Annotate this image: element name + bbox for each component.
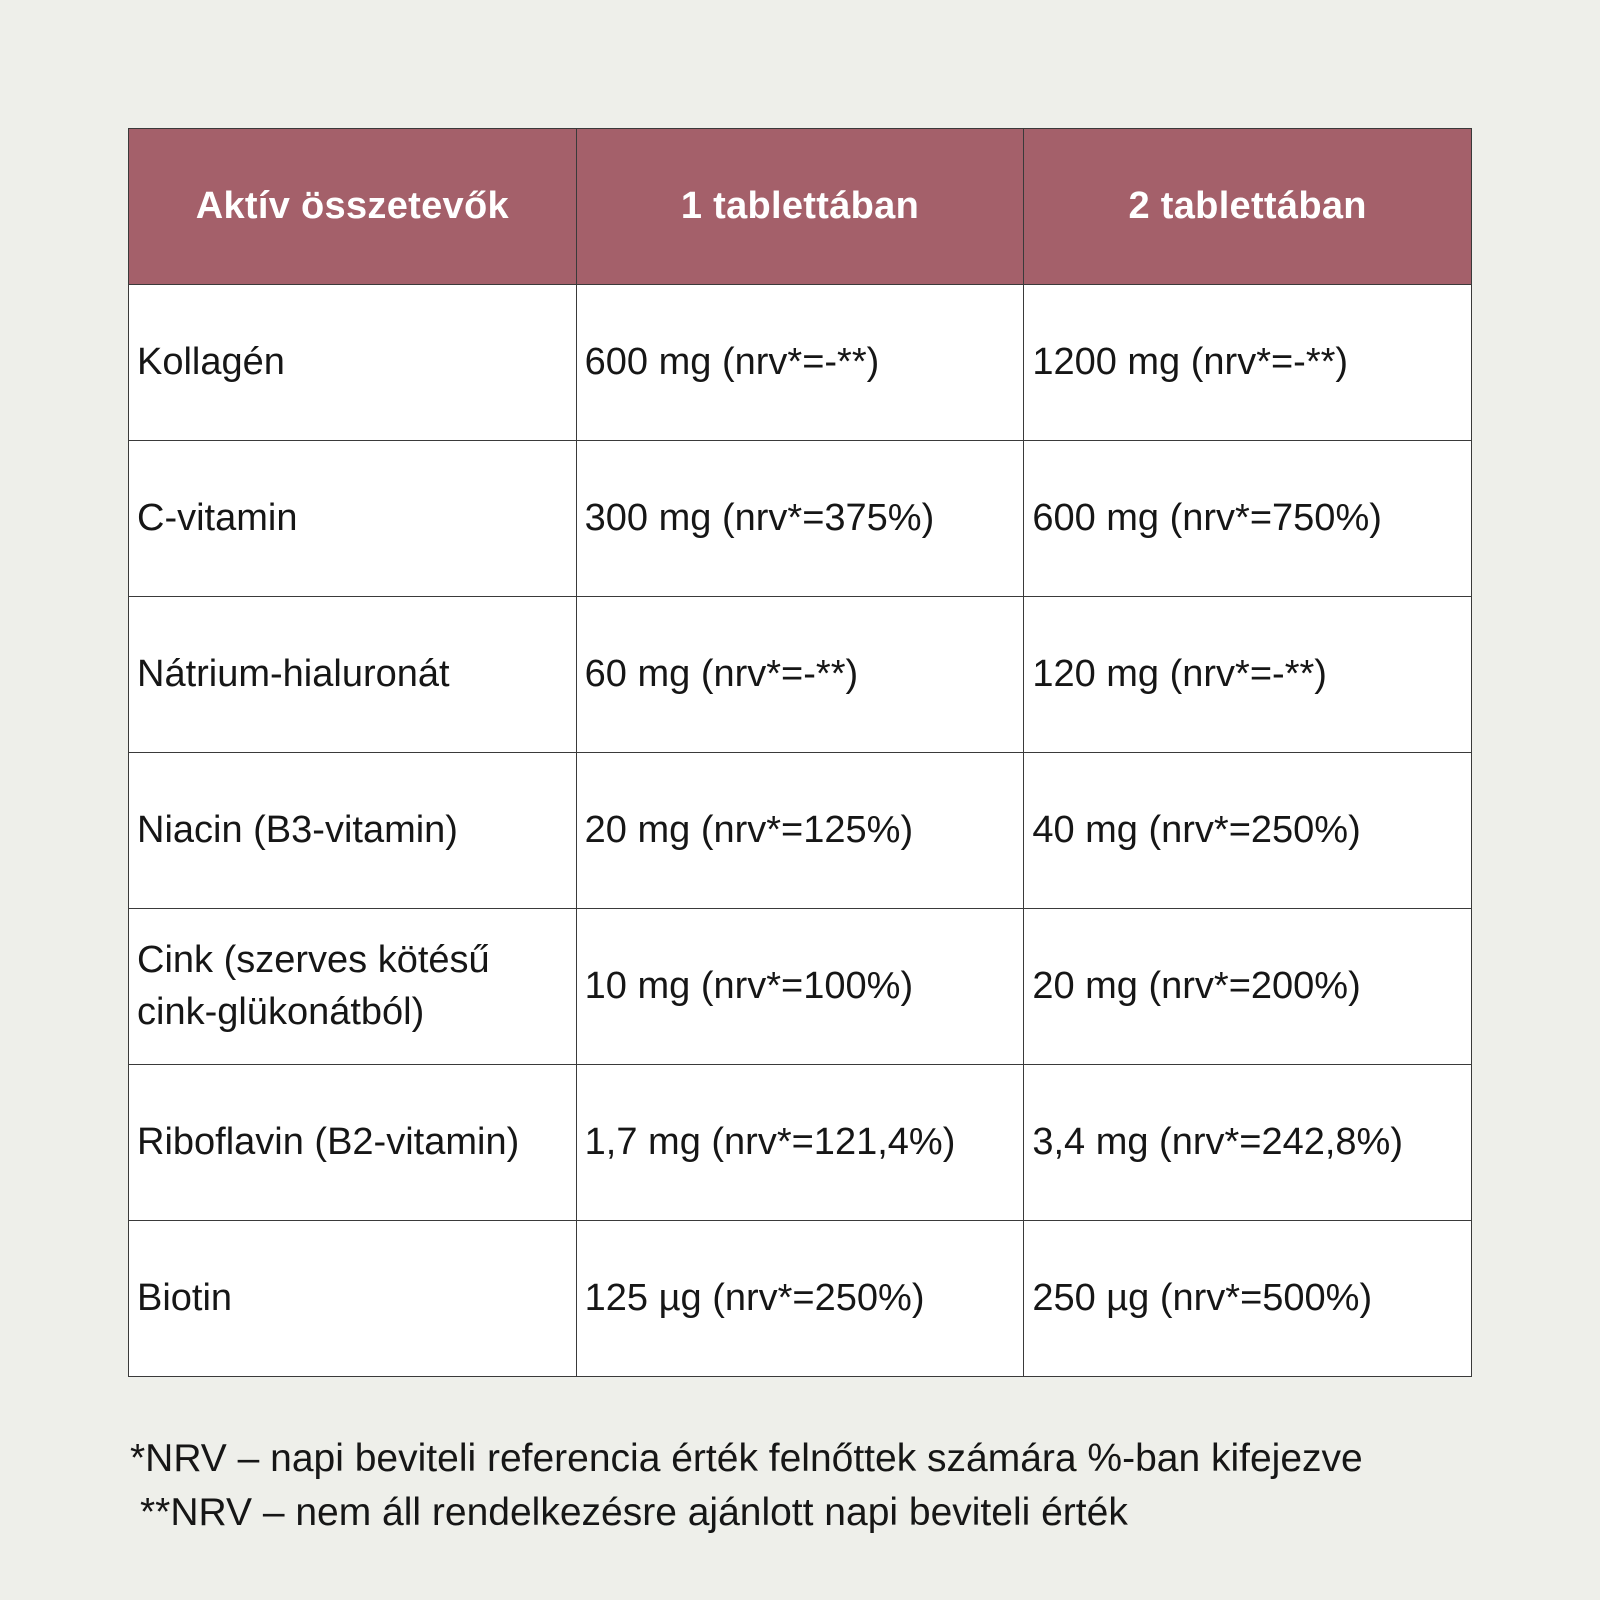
amount-two-tablets: 600 mg (nrv*=750%) <box>1024 441 1472 597</box>
ingredients-table-wrapper <box>128 128 1472 1377</box>
ingredient-name: Kollagén <box>129 285 577 441</box>
table-row <box>129 597 1472 753</box>
header-one-tablet: 1 tablettában <box>576 129 1024 285</box>
table-row <box>129 441 1472 597</box>
amount-one-tablet: 600 mg (nrv*=-**) <box>576 285 1024 441</box>
amount-two-tablets: 3,4 mg (nrv*=242,8%) <box>1024 1065 1472 1221</box>
footnote-nrv-definition: *NRV – napi beviteli referencia érték felnőttek számára %-ban kifejezve <box>130 1437 1363 1480</box>
header-active-ingredients: Aktív összetevők <box>129 129 577 285</box>
ingredient-name: Biotin <box>129 1221 577 1377</box>
ingredient-name: Nátrium-hialuronát <box>129 597 577 753</box>
table-row <box>129 1221 1472 1377</box>
amount-two-tablets: 1200 mg (nrv*=-**) <box>1024 285 1472 441</box>
amount-one-tablet: 125 µg (nrv*=250%) <box>576 1221 1024 1377</box>
amount-one-tablet: 10 mg (nrv*=100%) <box>576 909 1024 1065</box>
amount-one-tablet: 300 mg (nrv*=375%) <box>576 441 1024 597</box>
ingredients-table <box>128 128 1472 1377</box>
amount-two-tablets: 20 mg (nrv*=200%) <box>1024 909 1472 1065</box>
ingredient-name: C-vitamin <box>129 441 577 597</box>
ingredient-name: Riboflavin (B2-vitamin) <box>129 1065 577 1221</box>
table-header-row <box>129 129 1472 285</box>
table-row <box>129 1065 1472 1221</box>
amount-two-tablets: 250 µg (nrv*=500%) <box>1024 1221 1472 1377</box>
table-row <box>129 753 1472 909</box>
amount-one-tablet: 1,7 mg (nrv*=121,4%) <box>576 1065 1024 1221</box>
amount-two-tablets: 40 mg (nrv*=250%) <box>1024 753 1472 909</box>
footnotes <box>130 1432 1570 1540</box>
ingredient-name: Cink (szerves kötésű cink-glükonátból) <box>129 909 577 1065</box>
header-two-tablets: 2 tablettában <box>1024 129 1472 285</box>
amount-two-tablets: 120 mg (nrv*=-**) <box>1024 597 1472 753</box>
table-row <box>129 909 1472 1065</box>
footnote-nrv-not-available: **NRV – nem áll rendelkezésre ajánlott napi beviteli érték <box>140 1491 1128 1534</box>
amount-one-tablet: 20 mg (nrv*=125%) <box>576 753 1024 909</box>
table-row <box>129 285 1472 441</box>
amount-one-tablet: 60 mg (nrv*=-**) <box>576 597 1024 753</box>
ingredient-name: Niacin (B3-vitamin) <box>129 753 577 909</box>
